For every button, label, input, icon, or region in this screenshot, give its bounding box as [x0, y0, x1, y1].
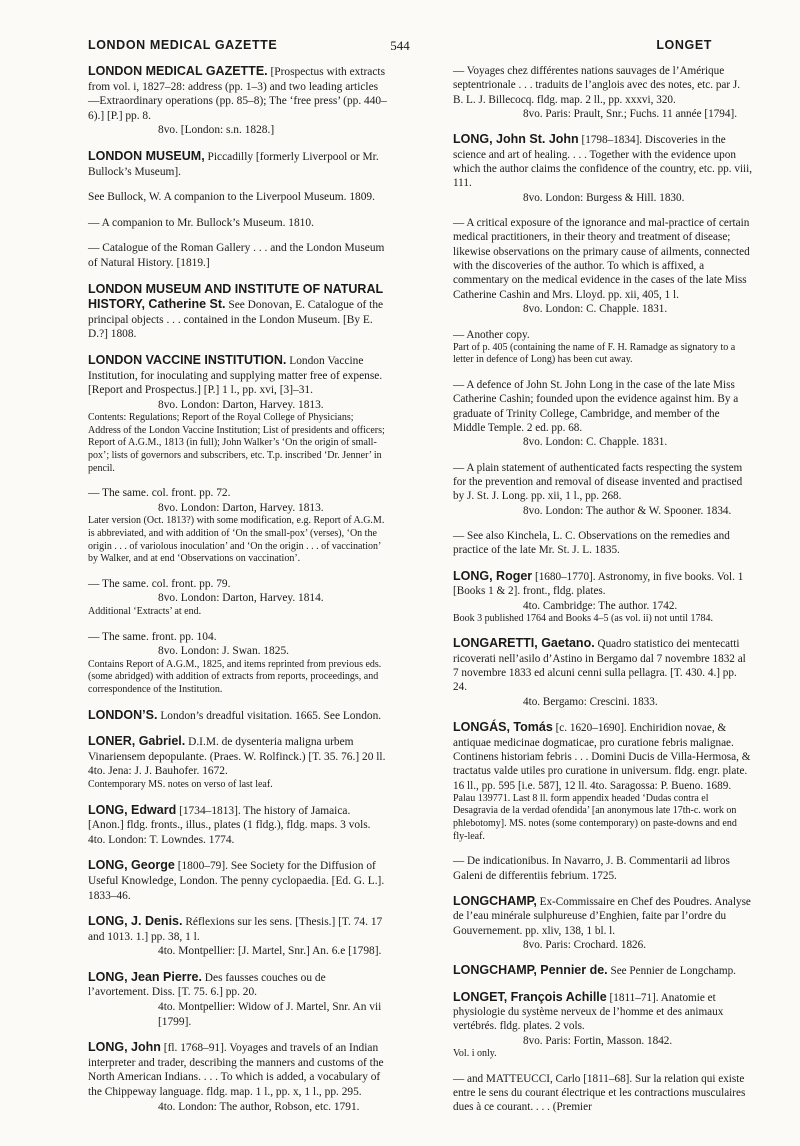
entry-heading: LONGCHAMP, Pennier de.: [453, 963, 608, 978]
entry-heading: LONGARETTI, Gaetano.: [453, 636, 595, 651]
entry-body: [88, 734, 388, 779]
entry-note: Part of p. 405 (containing the name of F. H. Ramadge as signatory to a letter in defence of Long) has been cut away.: [453, 341, 736, 366]
entry-imprint: 8vo. London: C. Chapple. 1831.: [523, 436, 668, 449]
entry-body: [453, 461, 753, 504]
entry-note: Later version (Oct. 1813?) with some modification, e.g. Report of A.G.M. is abbreviated, and with addition of ‘On the small-pox’ (verses), ‘On the origin . . . of variolous inoculation’ and ‘On the origin . . . of vaccination’ by Walker, and at end ‘Observations on vaccination’.: [88, 515, 385, 565]
right-column: [453, 64, 753, 1126]
entry-heading: LONG, John St. John: [453, 132, 579, 147]
entry-text: Quadro statistico dei mentecatti ricoverati nell’asilo d’Astino in Bergamo dal 7 novembre 1832 al 7 novembre 1833 ed alcuni cenni sulla pellagra. [T. 430. 4.] pp. 24.: [453, 638, 746, 694]
entry-text: [c. 1620–1690]. Enchiridion novae, & antiquae medicinae dogmaticae, pro curatione febris malignae. Continens historiam febris . . . Domini Ducis de Villa-Hermosa, & tractatus valde utiles pro curatione in universum. fldg. engr. plate. 16 ll., pp. 595 [i.e. 587], 12 ll. 4to. Saragossa: P. Bueno. 1689.: [453, 722, 751, 792]
entry-body: [88, 64, 388, 123]
catalogue-entry: [453, 1072, 753, 1115]
page-number: 544: [390, 38, 410, 53]
entry-text: — A defence of John St. John Long in the case of the late Miss Catherine Cashin; founded upon the evidence against him. By a graduate of Trinity College, Cambridge, and member of the Middle Temple. 2 ed. pp. 68.: [453, 379, 739, 435]
catalogue-entry: [88, 708, 388, 724]
catalogue-entry: [453, 854, 753, 883]
entry-body: [453, 378, 753, 435]
entry-body: [453, 216, 753, 302]
catalogue-entry: [453, 461, 753, 518]
catalogue-entry: [453, 378, 753, 450]
entry-heading: LONG, Roger: [453, 568, 533, 583]
entry-text: D.I.M. de dysenteria maligna urbem Vinariensem depopulante. (Praes. W. Rolfinck.) [T. 35. 76.] 20 ll. 4to. Jena: J. J. Bauhofer. 1672.: [88, 736, 386, 778]
entry-body: [88, 190, 388, 205]
entry-text: — A plain statement of authenticated facts respecting the system for the prevention and removal of disease invented and practised by J. St. J. Long. pp. xii, 1 l., pp. 268.: [453, 461, 743, 503]
entry-imprint: 8vo. London: Burgess & Hill. 1830.: [523, 191, 685, 204]
entry-heading: LONG, John: [88, 1040, 161, 1055]
entry-body: [453, 328, 753, 342]
catalogue-entry: [88, 914, 388, 959]
catalogue-entry: [88, 630, 388, 697]
entry-imprint: 8vo. London: The author & W. Spooner. 1834.: [523, 504, 732, 517]
entry-heading: LONG, George: [88, 858, 175, 873]
entry-text: — The same. col. front. pp. 72.: [88, 487, 231, 500]
entry-text: — A companion to Mr. Bullock’s Museum. 1810.: [88, 216, 314, 229]
entry-text: [fl. 1768–91]. Voyages and travels of an Indian interpreter and trader, describing the manners and customs of the North American Indians. . . . To which is added, a vocabulary of the Chippeway language. fldg. map. 1 l., pp. x, 1 l., pp. 295.: [88, 1042, 384, 1099]
entry-imprint: 4to. London: The author, Robson, etc. 1791.: [158, 1100, 360, 1113]
entry-imprint: 4to. Montpellier: [J. Martel, Snr.] An. 6.e [1798].: [158, 945, 382, 958]
entry-body: [453, 1072, 753, 1115]
running-head-left: LONDON MEDICAL GAZETTE: [88, 38, 278, 52]
entry-heading: LONDON MUSEUM,: [88, 148, 205, 163]
catalogue-entry: [88, 970, 388, 1029]
entry-body: [453, 636, 753, 694]
entry-text: London’s dreadful visitation. 1665. See London.: [160, 709, 382, 722]
entry-imprint: 4to. Cambridge: The author. 1742.: [523, 599, 678, 612]
entry-imprint: 8vo. London: Darton, Harvey. 1813.: [158, 398, 324, 411]
entry-body: [453, 64, 753, 107]
entry-body: [88, 353, 388, 398]
entry-note: Book 3 published 1764 and Books 4–5 (as vol. ii) not until 1784.: [453, 612, 713, 624]
entry-body: [88, 577, 388, 592]
catalogue-entry: [453, 720, 753, 843]
entry-text: London Vaccine Institution, for inoculating and supplying matter free of expense. [Report and Prospectus.] [P.] 1 l., pp. xvi, [3]–31.: [88, 354, 383, 397]
entry-text: See Bullock, W. A companion to the Liverpool Museum. 1809.: [88, 191, 375, 204]
catalogue-entry: [88, 734, 388, 791]
entry-imprint: 8vo. [London: s.n. 1828.]: [158, 124, 275, 137]
catalogue-entry: [88, 149, 388, 179]
entry-body: [88, 282, 388, 342]
entry-body: [453, 132, 753, 190]
entry-heading: LONG, J. Denis.: [88, 914, 183, 929]
catalogue-entry: [453, 963, 753, 978]
entry-body: [88, 149, 388, 179]
entry-body: [453, 894, 753, 938]
running-head-right: LONGET: [656, 38, 712, 52]
entry-body: [88, 803, 388, 848]
entry-body: [453, 720, 753, 793]
entry-body: [88, 630, 388, 645]
entry-body: [88, 858, 388, 903]
entry-text: — See also Kinchela, L. C. Observations on the remedies and practice of the late Mr. St. J. L. 1835.: [453, 530, 730, 557]
entry-imprint: 8vo. London: C. Chapple. 1831.: [523, 303, 668, 316]
entry-note: Palau 139771. Last 8 ll. form appendix headed ‘Dudas contra el Desagravia de la verdad ofendida’ [an anonymous late 17th-c. work on phlebotomy]. MS. notes (some contemporary) on paste-downs and end fly-leaf.: [453, 792, 737, 842]
entry-imprint: 4to. Bergamo: Crescini. 1833.: [523, 695, 658, 708]
catalogue-entry: [88, 282, 388, 342]
entry-imprint: 8vo. Paris: Crochard. 1826.: [523, 938, 647, 951]
entry-imprint: 8vo. Paris: Prault, Snr.; Fuchs. 11 année [1794].: [523, 108, 737, 121]
entry-heading: LONG, Edward: [88, 802, 177, 817]
entry-text: — and MATTEUCCI, Carlo [1811–68]. Sur la relation qui existe entre le sens du courant électrique et les contractions musculaires dues à ce courant. . . . (Premier: [453, 1072, 746, 1114]
left-column: [88, 64, 388, 1125]
entry-note: Additional ‘Extracts’ at end.: [88, 606, 202, 617]
entry-note: Contemporary MS. notes on verso of last leaf.: [88, 778, 273, 790]
entry-body: [88, 1040, 388, 1099]
catalogue-entry: [88, 216, 388, 231]
entry-text: See Pennier de Longchamp.: [610, 965, 736, 978]
entry-text: Piccadilly [formerly Liverpool or Mr. Bullock’s Museum].: [88, 150, 379, 178]
entry-body: [453, 529, 753, 558]
entry-text: [1798–1834]. Discoveries in the science and art of healing. . . . Together with the evidence upon which the author claims the confidence of the country, etc. pp. viii, 111.: [453, 134, 753, 190]
entry-heading: LONDON VACCINE INSTITUTION.: [88, 352, 287, 367]
catalogue-entry: [88, 353, 388, 475]
catalogue-entry: [88, 190, 388, 205]
catalogue-entry: [453, 894, 753, 952]
entry-heading: LONG, Jean Pierre.: [88, 969, 202, 984]
entry-text: [1811–71]. Anatomie et physiologie du système nerveux de l’homme et des animaux vertébrés. fldg. plates. 2 vols.: [453, 991, 724, 1033]
entry-body: [88, 216, 388, 231]
entry-body: [453, 569, 753, 599]
entry-heading: LONGÁS, Tomás: [453, 720, 553, 735]
entry-body: [453, 963, 753, 978]
entry-body: [88, 241, 388, 270]
catalogue-entry: [453, 64, 753, 121]
entry-text: Des fausses couches ou de l’avortement. Diss. [T. 75. 6.] pp. 20.: [88, 971, 326, 999]
entry-text: [Prospectus with extracts from vol. i, 1827–28: address (pp. 1–3) and two leading articles—Extraordinary operations (pp. 85–8); The ‘free press’ (pp. 440–6).] [P.] pp. 8.: [88, 66, 387, 122]
entry-text: [1734–1813]. The history of Jamaica. [Anon.] fldg. fronts., illus., plates (1 fldg.), fldg. maps. 3 vols. 4to. London: T. Lowndes. 1774.: [88, 804, 371, 846]
entry-body: [88, 914, 388, 944]
entry-text: See Donovan, E. Catalogue of the principal objects . . . contained in the London Museum. [By E. D.?] 1808.: [88, 299, 384, 341]
entry-text: — A critical exposure of the ignorance and mal-practice of certain medical practitioners, in their theory and treatment of disease; likewise observations on the primary cause of ailments, connected with the discoveries of the author. To which is affixed, a commentary on the medical evidence in the cases of the late Miss Catherine Cashin and Mrs. Lloyd. pp. xii, 405, 1 l.: [453, 217, 750, 301]
catalogue-entry: [453, 216, 753, 316]
entry-heading: LONDON’S.: [88, 707, 158, 722]
entry-imprint: 4to. Montpellier: Widow of J. Martel, Snr. An vii [1799].: [158, 1001, 382, 1028]
entry-note: Contents: Regulations; Report of the Royal College of Physicians; Address of the London Vaccine Institution; List of presidents and officers; Report of A.G.M., 1813 (in full); John Walker’s ‘On the origin of small-pox’; lists of governors and subscribers, etc. T.p. inscribed ‘Dr. Jenner’ in pencil.: [88, 412, 385, 474]
entry-text: — De indicationibus. In Navarro, J. B. Commentarii ad libros Galeni de differentiis febrium. 1725.: [453, 855, 730, 882]
entry-body: [453, 990, 753, 1034]
catalogue-entry: [88, 64, 388, 138]
entry-heading: LONGCHAMP,: [453, 893, 537, 908]
entry-imprint: 8vo. London: Darton, Harvey. 1814.: [158, 592, 324, 605]
entry-body: [88, 970, 388, 1000]
page-header: [88, 38, 712, 58]
entry-text: — Catalogue of the Roman Gallery . . . and the London Museum of Natural History. [1819.]: [88, 242, 385, 269]
entry-text: [1680–1770]. Astronomy, in five books. Vol. 1 [Books 1 & 2]. front., fldg. plates.: [453, 570, 744, 598]
entry-imprint: 8vo. London: Darton, Harvey. 1813.: [158, 501, 324, 514]
entry-body: [88, 486, 388, 501]
entry-heading: LONER, Gabriel.: [88, 734, 186, 749]
catalogue-entry: [88, 858, 388, 903]
catalogue-entry: [453, 132, 753, 205]
catalogue-entry: [453, 328, 753, 368]
entry-body: [88, 708, 388, 724]
catalogue-entry: [453, 529, 753, 558]
entry-body: [453, 854, 753, 883]
entry-text: Réflexions sur les sens. [Thesis.] [T. 74. 17 and 1013. 1.] pp. 38, 1 l.: [88, 916, 383, 943]
entry-text: — The same. front. pp. 104.: [88, 630, 217, 643]
entry-text: Ex-Commissaire en Chef des Poudres. Analyse de l’eau minérale sulphureuse d’Enghien, faite par l’ordre du Gouvernement. pp. xliv, 138, 1 bl. l.: [453, 895, 751, 937]
catalogue-entry: [453, 990, 753, 1061]
catalogue-entry: [88, 241, 388, 270]
catalogue-entry: [88, 486, 388, 566]
catalogue-entry: [88, 577, 388, 619]
entry-heading: LONDON MEDICAL GAZETTE.: [88, 64, 268, 78]
entry-note: Contains Report of A.G.M., 1825, and items reprinted from previous eds. (some abridged) with addition of extracts from reports, proceedings, and correspondence of the Institution.: [88, 658, 382, 695]
entry-imprint: 8vo. London: J. Swan. 1825.: [158, 645, 289, 658]
catalogue-entry: [453, 636, 753, 709]
entry-heading: LONDON MUSEUM AND INSTITUTE OF NATURAL HISTORY, Catherine St.: [88, 281, 383, 312]
catalogue-entry: [88, 1040, 388, 1114]
entry-text: — The same. col. front. pp. 79.: [88, 577, 231, 590]
entry-heading: LONGET, François Achille: [453, 989, 607, 1004]
entry-imprint: 8vo. Paris: Fortin, Masson. 1842.: [523, 1034, 673, 1047]
entry-text: [1800–79]. See Society for the Diffusion of Useful Knowledge, London. The penny cyclopaedia. [Ed. G. L.]. 1833–46.: [88, 860, 385, 902]
catalogue-entry: [88, 803, 388, 848]
entry-text: — Voyages chez différentes nations sauvages de l’Amérique septentrionale . . . traduits de l’anglois avec des notes, etc. par J. B. L. J. Billecocq. fldg. map. 2 ll., pp. xxxvi, 320.: [453, 65, 741, 106]
entry-note: Vol. i only.: [453, 1048, 497, 1060]
catalogue-entry: [453, 569, 753, 626]
entry-text: — Another copy.: [453, 328, 530, 341]
